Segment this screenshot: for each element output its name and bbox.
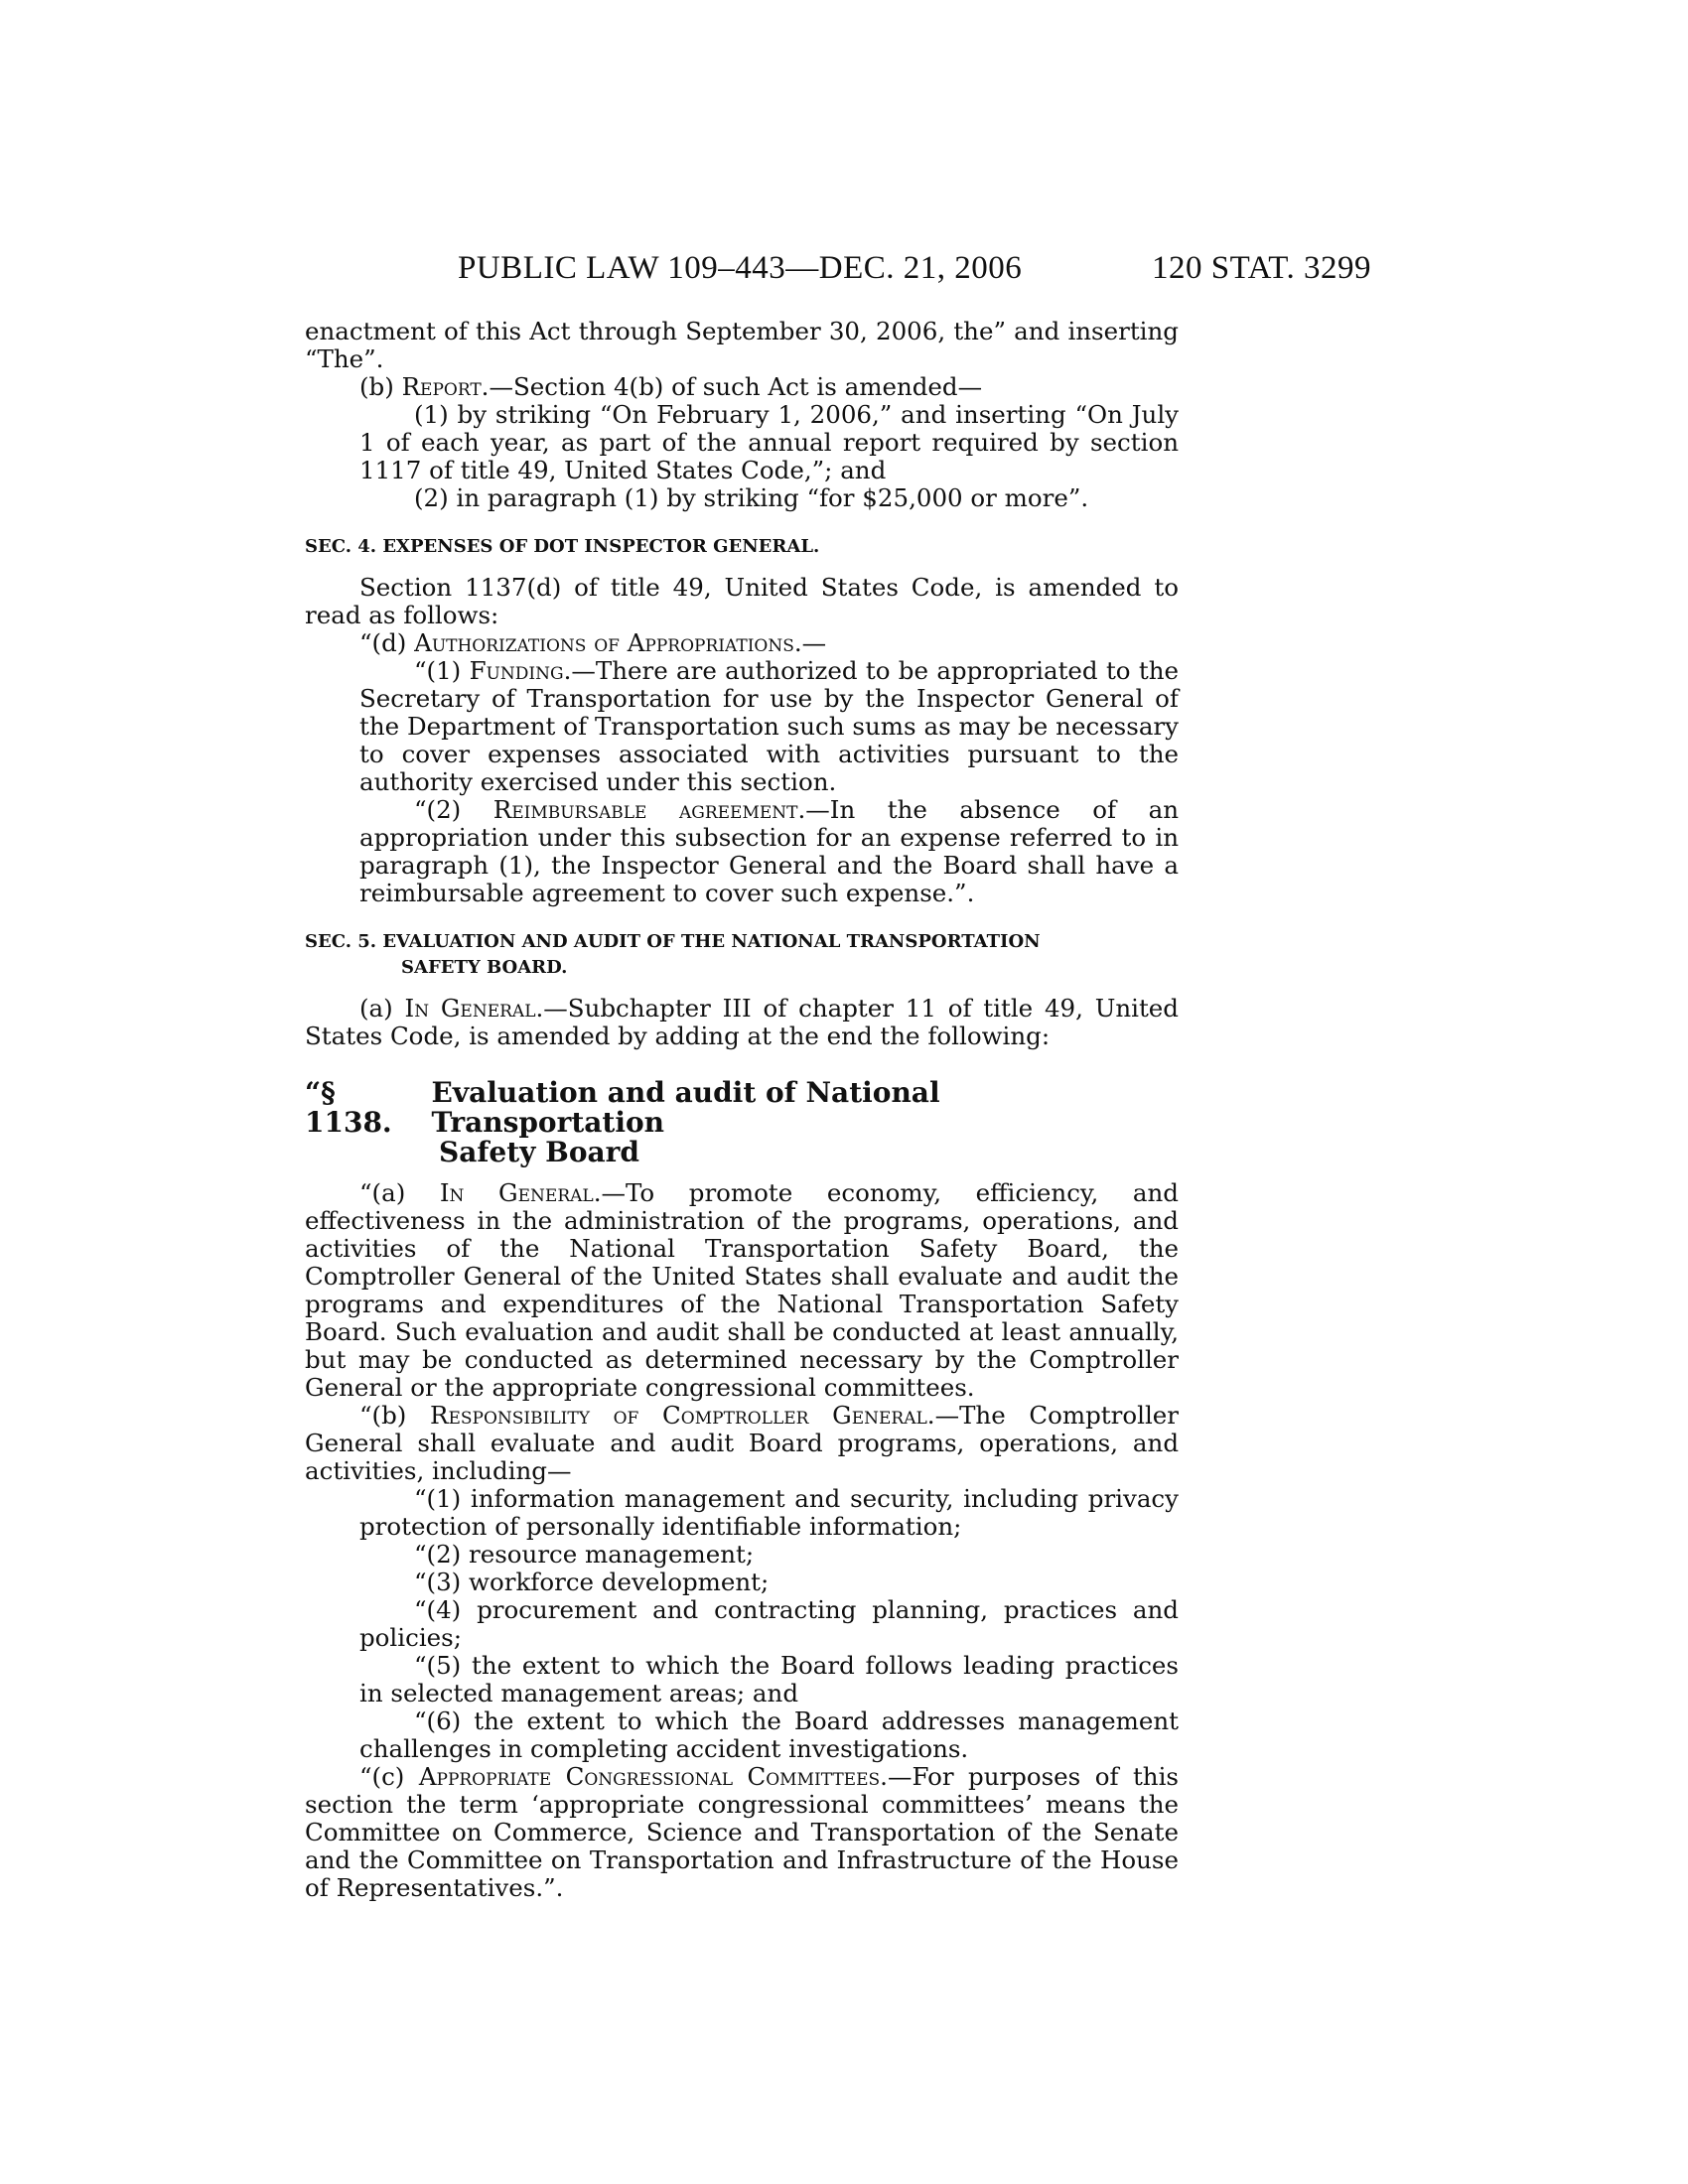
- text: SAFETY BOARD.: [401, 957, 568, 978]
- paragraph-1138-b: [305, 1402, 1179, 1485]
- list-item: “(6) the extent to which the Board addresses management challenges in completing accident investigations.: [359, 1706, 1179, 1763]
- text: SEC. 5. EVALUATION AND AUDIT OF THE NATIONAL TRANSPORTATION: [305, 931, 1041, 952]
- text: .—In the absence of an appropriation under this subsection for an expense referred to in paragraph (1), the Inspector General and the Board shall have a reimbursable agreement to cover such expense.”.: [359, 795, 1179, 907]
- heading-row: [305, 1078, 1179, 1138]
- text: “(2): [414, 795, 493, 824]
- text: “(d): [359, 628, 415, 657]
- text: (a): [359, 994, 405, 1023]
- paragraph: enactment of this Act through September 30, 2006, the” and inserting “The”.: [305, 317, 1179, 373]
- paragraph-report: [305, 373, 1179, 401]
- text: (b): [359, 372, 402, 401]
- header-law-citation: PUBLIC LAW 109–443—DEC. 21, 2006: [458, 250, 1023, 286]
- text: .—To promote economy, efficiency, and effectiveness in the administration of the programs, operations, and activities of the National Transportation Safety Board, the Comptroller General of the United States shall evaluate and audit the programs and expenditures of the National Transportation Safety Board. Such evaluation and audit shall be conducted at least annually, but may be conducted as determined necessary by the Comptroller General or the appropriate congressional committees.: [305, 1178, 1179, 1402]
- paragraph-1138-c: [305, 1763, 1179, 1902]
- text: .—For purposes of this section the term ‘appropriate congressional committees’ means the Committee on Commerce, Science and Transportation of the Senate and the Committee on Transportation and Infrastructure of the House of Representatives.”.: [305, 1762, 1179, 1902]
- section-heading-4: SEC. 4. EXPENSES OF DOT INSPECTOR GENERAL.: [305, 536, 820, 557]
- section-symbol-number: “§ 1138.: [305, 1076, 392, 1139]
- smallcaps-heading: Reimbursable agreement: [492, 795, 798, 824]
- list-item: “(3) workforce development;: [414, 1568, 770, 1596]
- text: .—: [793, 628, 827, 657]
- text: .—The Comptroller General shall evaluate and audit Board programs, operations, and activities, including—: [305, 1401, 1179, 1485]
- list-item: “(2) resource management;: [414, 1540, 755, 1569]
- header-stat-page: 120 STAT. 3299: [1152, 250, 1372, 286]
- heading-title-continued: Safety Board: [439, 1136, 639, 1168]
- section-heading-5: [305, 929, 1179, 981]
- paragraph-1138-a: [305, 1179, 1179, 1402]
- smallcaps-heading: Responsibility of Comptroller General: [430, 1401, 927, 1430]
- text: “(1): [414, 656, 470, 685]
- list-item: “(5) the extent to which the Board follows leading practices in selected management areas; and: [359, 1651, 1179, 1707]
- document-body: [305, 318, 1179, 1902]
- paragraph-reimbursable: [305, 796, 1179, 907]
- text: “(c): [359, 1762, 419, 1791]
- text: .—Subchapter III of chapter 11 of title 49, United States Code, is amended by adding at the end the following:: [305, 994, 1179, 1050]
- text: .—There are authorized to be appropriated to the Secretary of Transportation for use by the Inspector General of the Department of Transportation such sums as may be necessary to cover expenses associated with activities pursuant to the authority exercised under this section.: [359, 656, 1179, 796]
- smallcaps-heading: Funding: [469, 656, 564, 685]
- paragraph-in-general: [305, 995, 1179, 1050]
- text: “(a): [359, 1178, 440, 1207]
- smallcaps-heading: Authorizations of Appropriations: [414, 628, 794, 657]
- paragraph-subsection-d: [305, 629, 1179, 657]
- smallcaps-heading: Report: [401, 372, 482, 401]
- running-header: [0, 250, 1688, 300]
- smallcaps-heading: Appropriate Congressional Committees: [418, 1762, 881, 1791]
- paragraph-funding: [305, 657, 1179, 796]
- list-item: “(4) procurement and contracting planning, practices and policies;: [359, 1595, 1179, 1652]
- smallcaps-heading: In General: [404, 994, 536, 1023]
- smallcaps-heading: In General: [439, 1178, 594, 1207]
- paragraph: (1) by striking “On February 1, 2006,” and inserting “On July 1 of each year, as part of the annual report required by section 1117 of title 49, United States Code,”; and: [359, 400, 1179, 484]
- paragraph: (2) in paragraph (1) by striking “for $25,000 or more”.: [414, 483, 1089, 512]
- text: .—Section 4(b) of such Act is amended—: [481, 372, 983, 401]
- list-item: “(1) information management and security, including privacy protection of personally identifiable information;: [359, 1484, 1179, 1541]
- section-1138-heading: [305, 1078, 1179, 1167]
- paragraph: Section 1137(d) of title 49, United States Code, is amended to read as follows:: [305, 573, 1179, 629]
- text: “(b): [359, 1401, 431, 1430]
- heading-title: Evaluation and audit of National Transportation: [431, 1076, 940, 1139]
